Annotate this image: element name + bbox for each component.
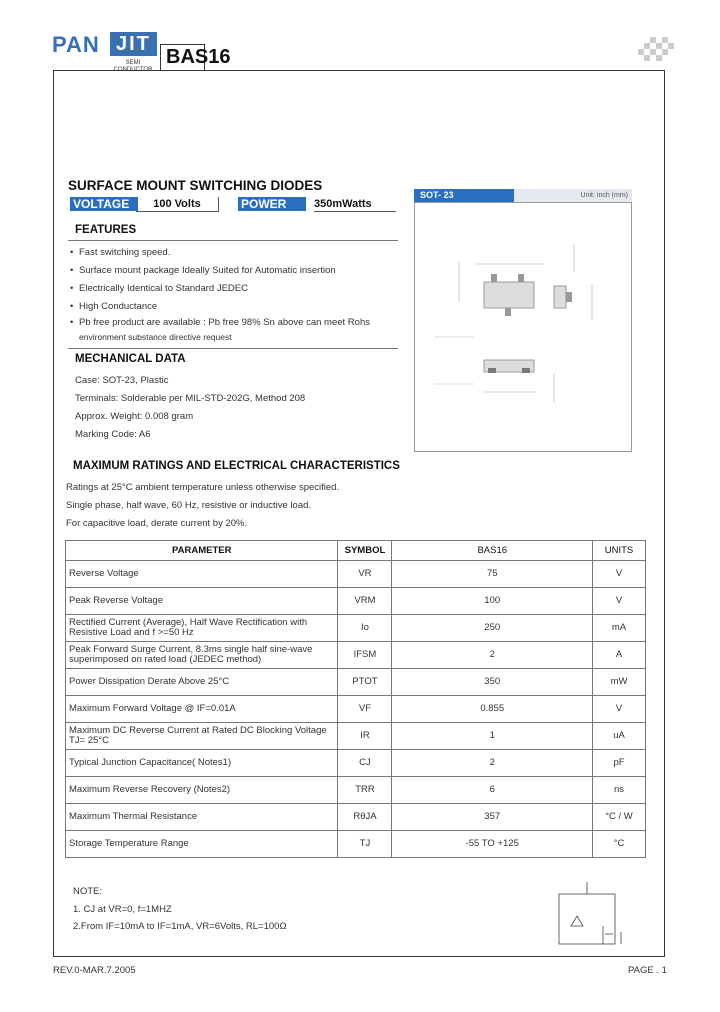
symbol-cell: Io [338,615,392,642]
unit-cell: °C / W [593,804,646,831]
note-item: 1. CJ at VR=0, f=1MHZ [73,904,172,915]
feature-item: Surface mount package Ideally Suited for Automatic insertion [79,265,336,276]
page-label: PAGE . 1 [628,965,667,976]
table-row [66,831,646,858]
unit-cell: V [593,561,646,588]
table-row [66,642,646,669]
value-cell: 250 [392,615,593,642]
ratings-table [65,540,646,858]
feature-item: High Conductance [79,301,158,312]
ratings-note: Ratings at 25°C ambient temperature unless otherwise specified. [66,482,340,493]
table-row [66,777,646,804]
mechanical-item: Marking Code: A6 [75,429,151,440]
brand-jit: JIT [110,32,157,56]
param-cell: Storage Temperature Range [66,831,338,858]
unit-cell: mA [593,615,646,642]
corner-pattern-icon [638,37,674,61]
brand-pan: PAN [52,32,100,57]
unit-cell: A [593,642,646,669]
value-cell: 350 [392,669,593,696]
package-name: SOT- 23 [414,189,514,202]
feature-item: Pb free product are available : Pb free 98% Sn above can meet Rohs [79,317,370,328]
symbol-cell: VF [338,696,392,723]
feature-item: Fast switching speed. [79,247,171,258]
table-row [66,561,646,588]
table-row [66,723,646,750]
param-cell: Rectified Current (Average), Half Wave Rectification with Resistive Load and f >=50 Hz [66,615,338,642]
column-header: SYMBOL [338,541,392,561]
feature-bullet: • [70,317,74,328]
mechanical-rule [68,348,398,349]
table-row [66,588,646,615]
ratings-note: For capacitive load, derate current by 20%. [66,518,248,529]
param-cell: Maximum DC Reverse Current at Rated DC Blocking Voltage TJ= 25°C [66,723,338,750]
symbol-cell: TJ [338,831,392,858]
table-header-row [66,541,646,561]
voltage-value: 100 Volts [136,197,219,212]
unit-cell: V [593,696,646,723]
test-circuit-icon [555,872,635,952]
table-row [66,669,646,696]
value-cell: -55 TO +125 [392,831,593,858]
symbol-cell: RθJA [338,804,392,831]
ratings-heading: MAXIMUM RATINGS AND ELECTRICAL CHARACTERISTICS [73,460,400,472]
table-row [66,615,646,642]
column-header: BAS16 [392,541,593,561]
unit-cell: ns [593,777,646,804]
value-cell: 100 [392,588,593,615]
unit-cell: V [593,588,646,615]
document-title: SURFACE MOUNT SWITCHING DIODES [68,178,323,193]
unit-cell: mW [593,669,646,696]
part-number: BAS16 [166,46,231,68]
features-heading: FEATURES [75,224,137,236]
value-cell: 6 [392,777,593,804]
feature-bullet: • [70,265,74,276]
notes-heading: NOTE: [73,886,103,897]
brand-sub: SEMI CONDUCTOR [113,60,153,73]
unit-cell: °C [593,831,646,858]
value-cell: 1 [392,723,593,750]
unit-cell: uA [593,723,646,750]
sot23-outline-drawing [414,202,632,452]
feature-bullet: • [70,283,74,294]
feature-bullet: • [70,301,74,312]
revision-label: REV.0-MAR.7.2005 [53,965,136,976]
features-rule [68,240,398,241]
voltage-label: VOLTAGE [70,197,138,211]
symbol-cell: VR [338,561,392,588]
param-cell: Peak Reverse Voltage [66,588,338,615]
symbol-cell: TRR [338,777,392,804]
feature-item: Electrically Identical to Standard JEDEC [79,283,248,294]
param-cell: Typical Junction Capacitance( Notes1) [66,750,338,777]
symbol-cell: VRM [338,588,392,615]
value-cell: 0.855 [392,696,593,723]
panjit-logo [52,30,162,73]
note-item: 2.From IF=10mA to IF=1mA, VR=6Volts, RL=100Ω [73,921,287,932]
mechanical-item: Terminals: Solderable per MIL-STD-202G, Method 208 [75,393,306,404]
power-value: 350mWatts [314,197,396,212]
feature-item: environment substance directive request [79,332,232,342]
column-header: PARAMETER [66,541,338,561]
value-cell: 75 [392,561,593,588]
param-cell: Reverse Voltage [66,561,338,588]
column-header: UNITS [593,541,646,561]
symbol-cell: CJ [338,750,392,777]
unit-cell: pF [593,750,646,777]
param-cell: Maximum Reverse Recovery (Notes2) [66,777,338,804]
mechanical-heading: MECHANICAL DATA [75,353,186,365]
feature-bullet: • [70,247,74,258]
package-unit: Unit: inch (mm) [514,189,632,202]
power-label: POWER [238,197,306,211]
table-row [66,804,646,831]
table-row [66,696,646,723]
symbol-cell: IR [338,723,392,750]
param-cell: Power Dissipation Derate Above 25°C [66,669,338,696]
value-cell: 2 [392,750,593,777]
symbol-cell: IFSM [338,642,392,669]
mechanical-item: Case: SOT-23, Plastic [75,375,169,386]
symbol-cell: PTOT [338,669,392,696]
value-cell: 2 [392,642,593,669]
mechanical-item: Approx. Weight: 0.008 gram [75,411,194,422]
param-cell: Maximum Thermal Resistance [66,804,338,831]
value-cell: 357 [392,804,593,831]
ratings-note: Single phase, half wave, 60 Hz, resistive or inductive load. [66,500,312,511]
param-cell: Maximum Forward Voltage @ IF=0.01A [66,696,338,723]
table-row [66,750,646,777]
param-cell: Peak Forward Surge Current, 8.3ms single half sine-wave superimposed on rated load (JEDEC method) [66,642,338,669]
